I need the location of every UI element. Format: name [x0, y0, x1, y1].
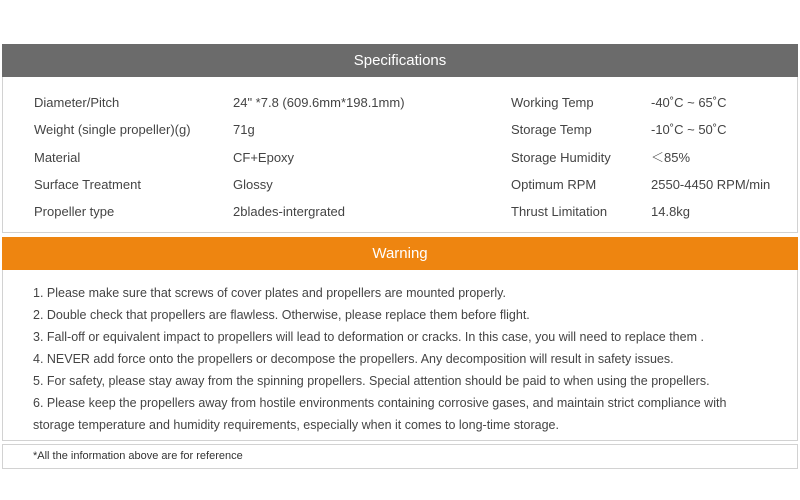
warning-item: 4. NEVER add force onto the propellers or decompose the propellers. Any decomposition will result in safety issues.: [33, 352, 674, 366]
spec-value: 2550-4450 RPM/min: [651, 177, 771, 192]
spec-label: Surface Treatment: [34, 177, 141, 192]
reference-note-text: *All the information above are for reference: [33, 450, 243, 462]
spec-label: Propeller type: [34, 204, 115, 219]
warning-title: Warning: [372, 245, 428, 262]
warning-item: 5. For safety, please stay away from the spinning propellers. Special attention should be paid to when using the propellers.: [33, 374, 710, 388]
spec-label: Thrust Limitation: [511, 204, 608, 219]
spec-value: 71g: [233, 122, 255, 137]
spec-label: Weight (single propeller)(g): [34, 122, 191, 137]
spec-label: Material: [34, 150, 81, 165]
warning-item: 2. Double check that propellers are flawless. Otherwise, please replace them before flight.: [33, 308, 530, 322]
warning-header: [2, 237, 798, 270]
spec-value: 2blades-intergrated: [233, 204, 346, 219]
spec-value: 14.8kg: [651, 204, 691, 219]
warning-item: 6. Please keep the propellers away from hostile environments containing corrosive gases, and maintain strict compliance with: [33, 396, 727, 410]
spec-label: Optimum RPM: [511, 177, 597, 192]
spec-label: Storage Temp: [511, 122, 592, 137]
spec-value: CF+Epoxy: [233, 150, 295, 165]
spec-value: -40˚C ~ 65˚C: [651, 95, 727, 110]
warning-list: [2, 270, 798, 441]
specifications-header: [2, 44, 798, 77]
spec-value: ＜85%: [651, 150, 691, 165]
reference-note: [2, 444, 798, 469]
spec-value: 24" *7.8 (609.6mm*198.1mm): [233, 95, 405, 110]
spec-label: Diameter/Pitch: [34, 95, 120, 110]
spec-value: Glossy: [233, 177, 273, 192]
spec-label: Storage Humidity: [511, 150, 611, 165]
spec-value: -10˚C ~ 50˚C: [651, 122, 727, 137]
warning-item: storage temperature and humidity requirements, especially when it comes to long-time storage.: [33, 418, 559, 432]
specifications-title: Specifications: [353, 52, 447, 69]
spec-label: Working Temp: [511, 95, 594, 110]
specifications-table: [2, 77, 798, 233]
warning-item: 3. Fall-off or equivalent impact to propellers will lead to deformation or cracks. In this case, you will need to replace them .: [33, 330, 704, 344]
warning-item: 1. Please make sure that screws of cover plates and propellers are mounted properly.: [33, 286, 506, 300]
